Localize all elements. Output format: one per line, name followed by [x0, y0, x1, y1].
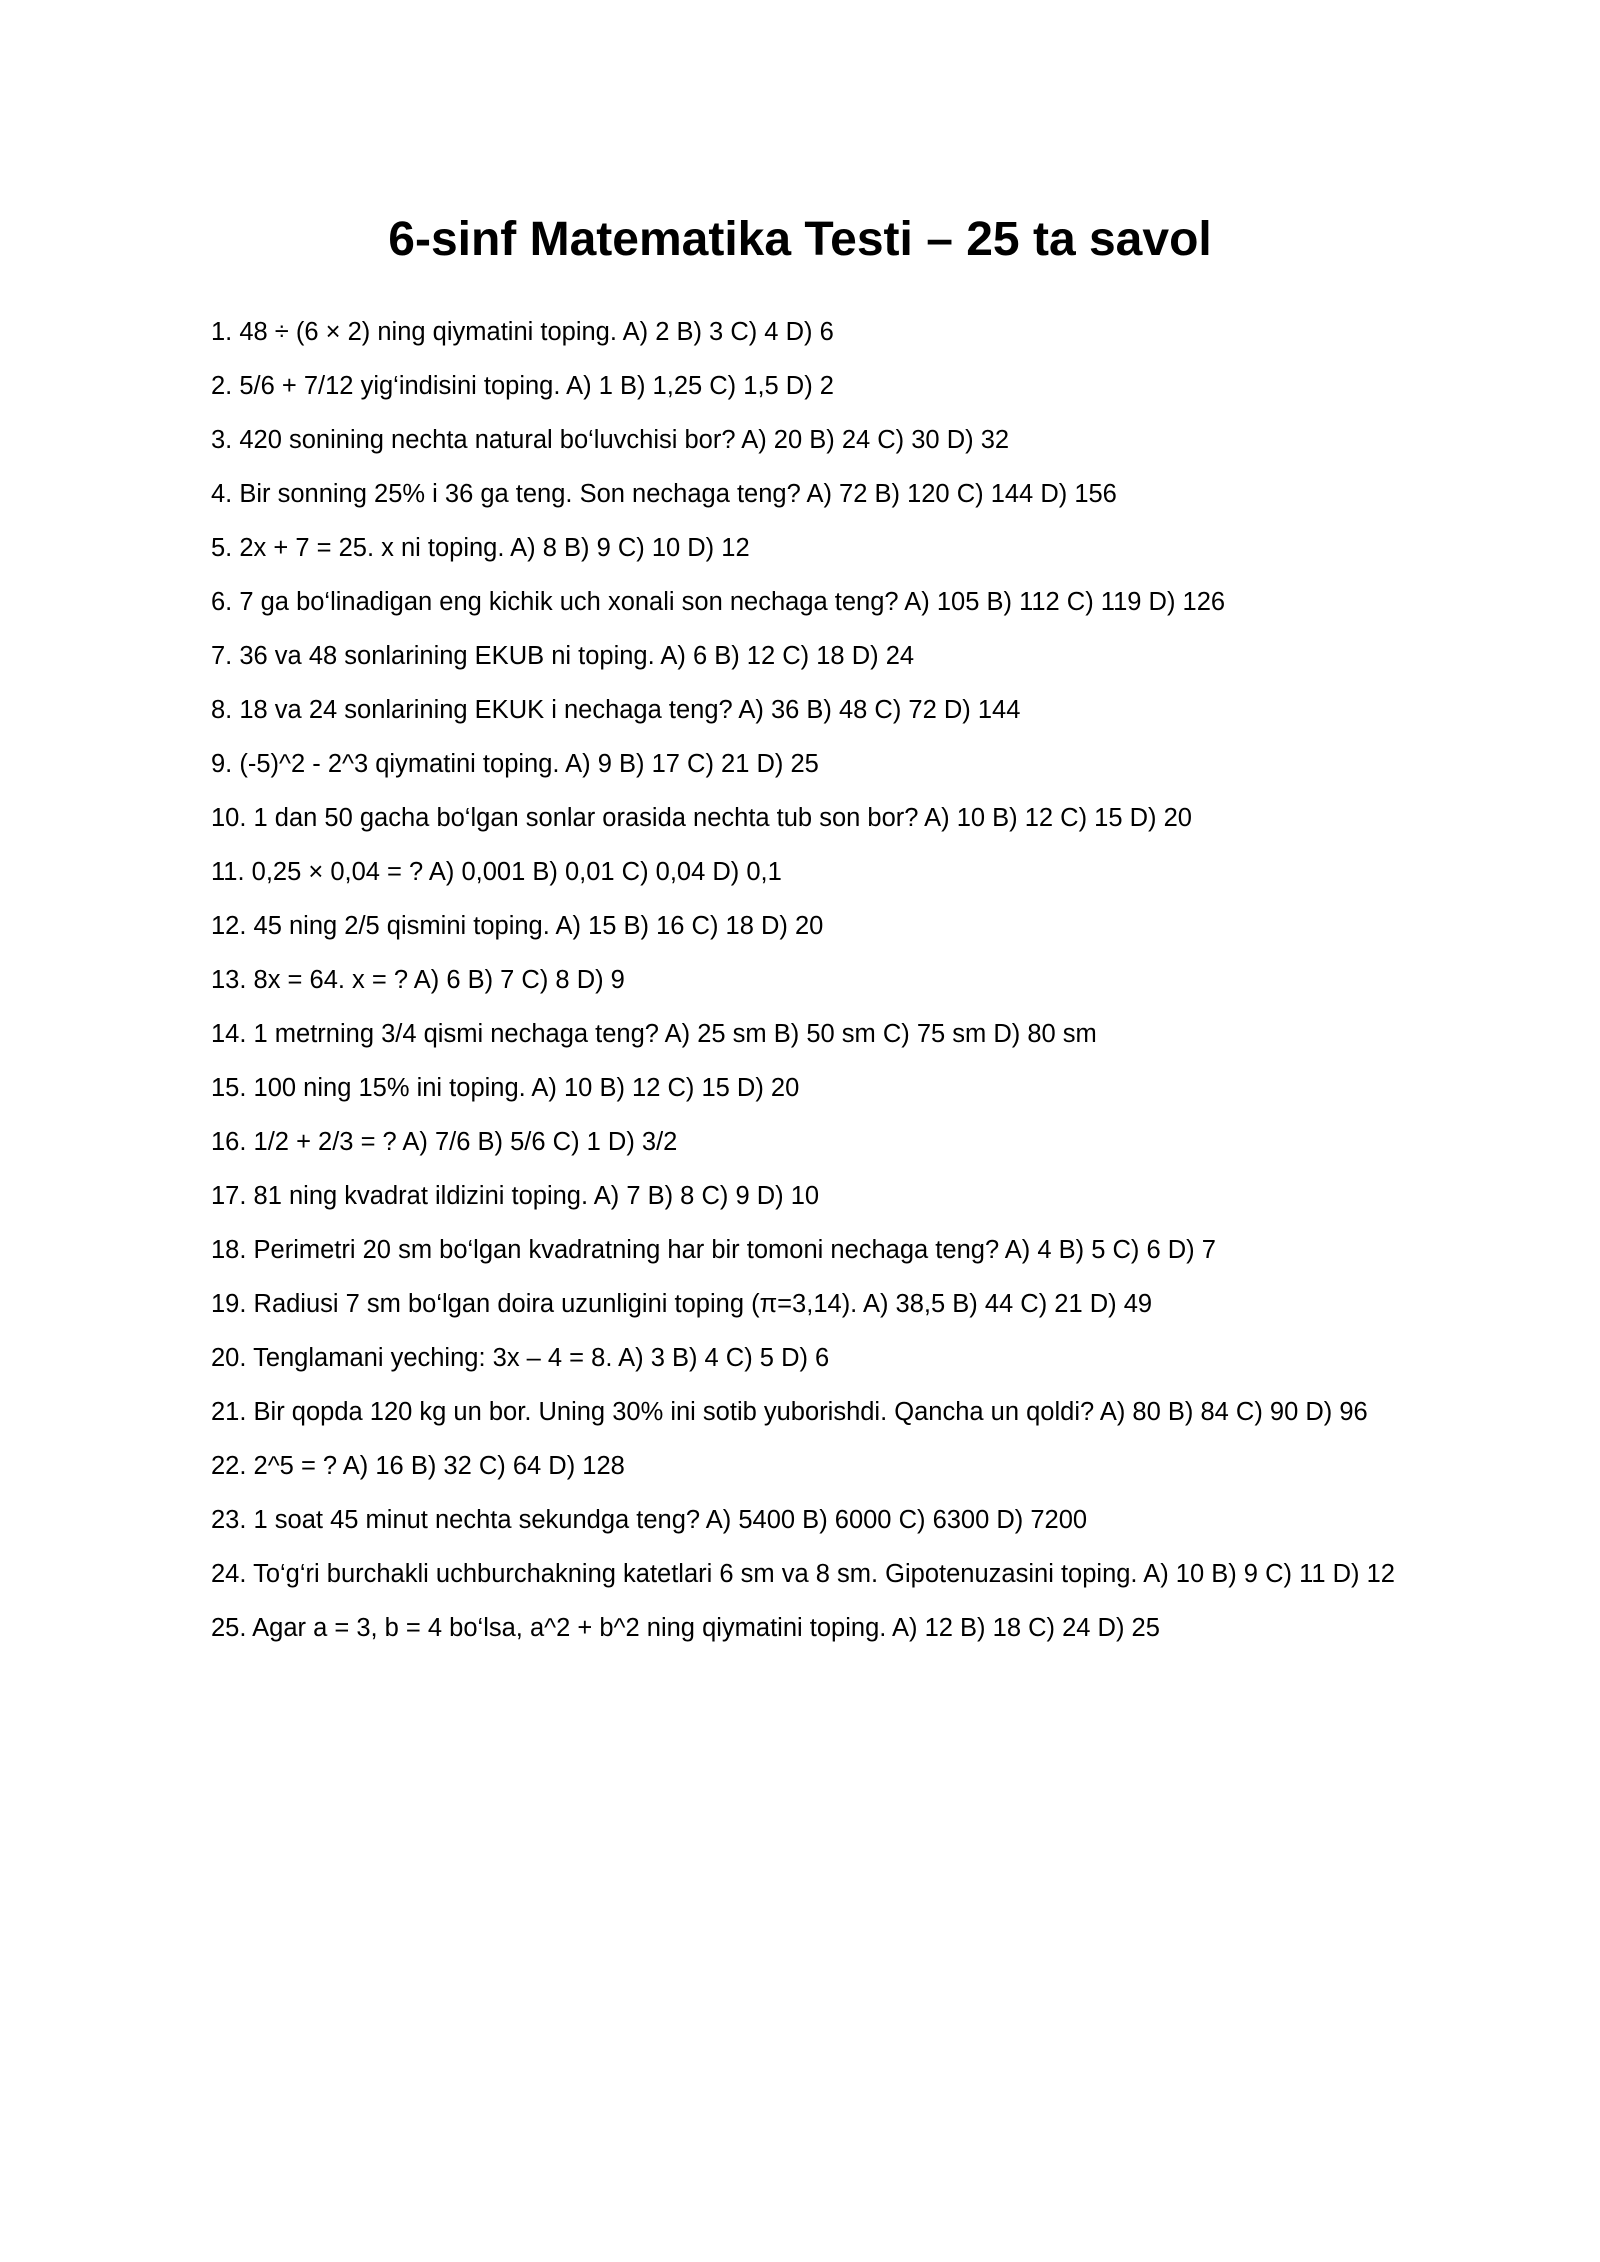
question-item: 9. (-5)^2 - 2^3 qiymatini toping. A) 9 B) 17 C) 21 D) 25 [211, 750, 819, 778]
question-item: 13. 8x = 64. x = ? A) 6 B) 7 C) 8 D) 9 [211, 966, 625, 994]
question-item: 23. 1 soat 45 minut nechta sekundga teng? A) 5400 B) 6000 C) 6300 D) 7200 [211, 1506, 1088, 1534]
question-item: 18. Perimetri 20 sm bo‘lgan kvadratning har bir tomoni nechaga teng? A) 4 B) 5 C) 6 D) 7 [211, 1236, 1216, 1264]
question-item: 6. 7 ga bo‘linadigan eng kichik uch xonali son nechaga teng? A) 105 B) 112 C) 119 D) 126 [211, 588, 1226, 616]
question-item: 2. 5/6 + 7/12 yig‘indisini toping. A) 1 B) 1,25 C) 1,5 D) 2 [211, 372, 834, 400]
question-item: 4. Bir sonning 25% i 36 ga teng. Son nechaga teng? A) 72 B) 120 C) 144 D) 156 [211, 480, 1117, 508]
question-item: 20. Tenglamani yeching: 3x – 4 = 8. A) 3 B) 4 C) 5 D) 6 [211, 1344, 830, 1372]
question-item: 15. 100 ning 15% ini toping. A) 10 B) 12 C) 15 D) 20 [211, 1074, 800, 1102]
question-item: 3. 420 sonining nechta natural bo‘luvchisi bor? A) 20 B) 24 C) 30 D) 32 [211, 426, 1010, 454]
question-item: 14. 1 metrning 3/4 qismi nechaga teng? A) 25 sm B) 50 sm C) 75 sm D) 80 sm [211, 1020, 1097, 1048]
question-item: 11. 0,25 × 0,04 = ? A) 0,001 B) 0,01 C) 0,04 D) 0,1 [211, 858, 782, 886]
question-item: 19. Radiusi 7 sm bo‘lgan doira uzunligini toping (π=3,14). A) 38,5 B) 44 C) 21 D) 49 [211, 1290, 1153, 1318]
question-item: 10. 1 dan 50 gacha bo‘lgan sonlar orasida nechta tub son bor? A) 10 B) 12 C) 15 D) 20 [211, 804, 1192, 832]
question-list [211, 316, 1406, 1666]
question-item: 8. 18 va 24 sonlarining EKUK i nechaga teng? A) 36 B) 48 C) 72 D) 144 [211, 696, 1021, 724]
question-item: 7. 36 va 48 sonlarining EKUB ni toping. A) 6 B) 12 C) 18 D) 24 [211, 642, 915, 670]
question-item: 25. Agar a = 3, b = 4 bo‘lsa, a^2 + b^2 ning qiymatini toping. A) 12 B) 18 C) 24 D) 25 [211, 1614, 1160, 1642]
question-item: 17. 81 ning kvadrat ildizini toping. A) 7 B) 8 C) 9 D) 10 [211, 1182, 820, 1210]
question-item: 12. 45 ning 2/5 qismini toping. A) 15 B) 16 C) 18 D) 20 [211, 912, 824, 940]
question-item: 24. To‘g‘ri burchakli uchburchakning katetlari 6 sm va 8 sm. Gipotenuzasini toping. A) 10 B) 9 C) 11 D) 12 [211, 1560, 1395, 1588]
question-item: 1. 48 ÷ (6 × 2) ning qiymatini toping. A) 2 B) 3 C) 4 D) 6 [211, 318, 834, 346]
document-title: 6-sinf Matematika Testi – 25 ta savol [388, 213, 1212, 266]
question-item: 16. 1/2 + 2/3 = ? A) 7/6 B) 5/6 C) 1 D) 3/2 [211, 1128, 678, 1156]
question-item: 22. 2^5 = ? A) 16 B) 32 C) 64 D) 128 [211, 1452, 625, 1480]
question-item: 5. 2x + 7 = 25. x ni toping. A) 8 B) 9 C) 10 D) 12 [211, 534, 750, 562]
question-item: 21. Bir qopda 120 kg un bor. Uning 30% ini sotib yuborishdi. Qancha un qoldi? A) 80 B) 84 C) 90 D) 96 [211, 1398, 1368, 1426]
